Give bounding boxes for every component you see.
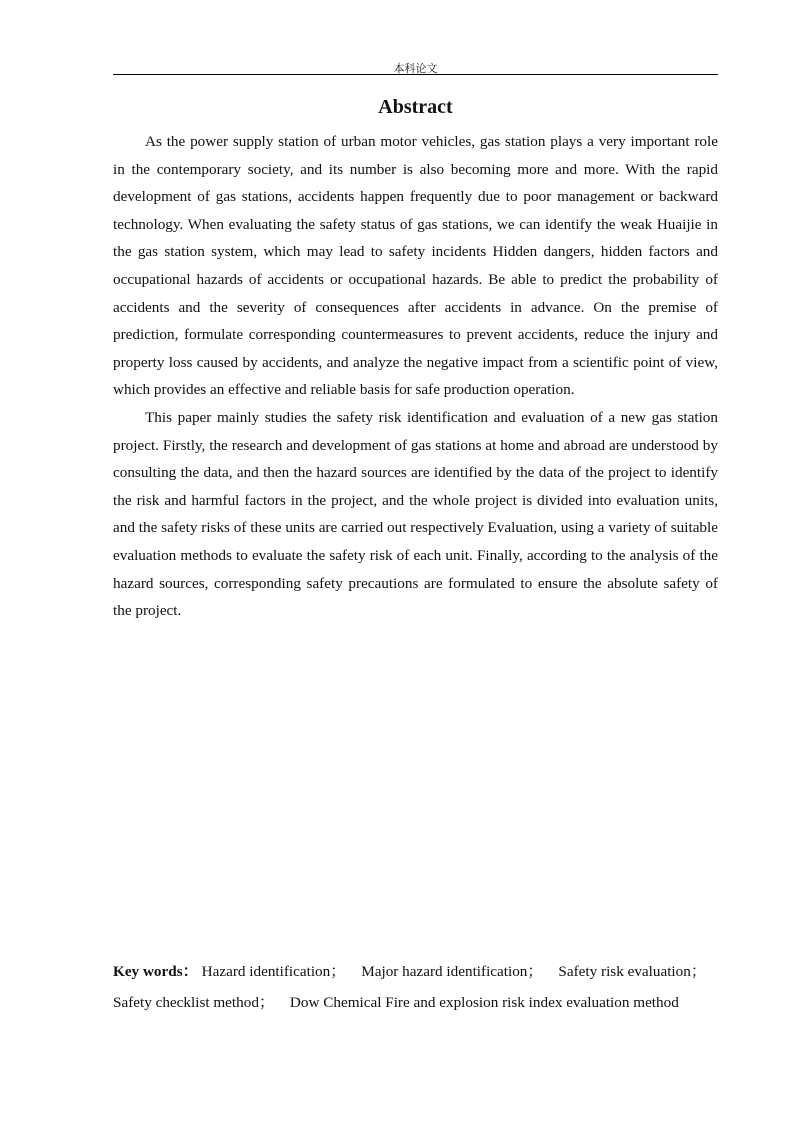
keyword-item: Safety checklist method	[113, 994, 259, 1011]
keyword-item: Major hazard identification	[361, 963, 528, 980]
header-rule	[113, 74, 718, 75]
abstract-title: Abstract	[378, 96, 453, 118]
keyword-separator: ；	[527, 963, 543, 980]
keyword-item: Safety risk evaluation	[558, 963, 691, 980]
keyword-item: Hazard identification	[201, 963, 331, 980]
keyword-separator: ；	[258, 994, 275, 1011]
keywords-label-colon: ：	[182, 963, 198, 980]
keywords-label: Key words	[113, 963, 183, 980]
abstract-body	[113, 128, 718, 625]
page-header: 本科论文	[393, 62, 438, 75]
keyword-item: Dow Chemical Fire and explosion risk index evaluation method	[289, 994, 679, 1011]
abstract-paragraph-2: This paper mainly studies the safety risk identification and evaluation of a new gas station project. Firstly, the research and development of gas stations at home and abroad are understood by consulting the data, and then the hazard sources are identified by the data of the project to identify the risk and harmful factors in the project, and the whole project is divided into evaluation units, and the safety risks of these units are carried out respectively Evaluation, using a variety of suitable evaluation methods to evaluate the safety risk of each unit. Finally, according to the analysis of the hazard sources, corresponding safety precautions are formulated to ensure the absolute safety of the project.	[113, 408, 718, 620]
keyword-separator: ；	[690, 963, 707, 980]
abstract-paragraph-1: As the power supply station of urban motor vehicles, gas station plays a very important role in the contemporary society, and its number is also becoming more and more. With the rapid development of gas stations, accidents happen frequently due to poor management or backward technology. When evaluating the safety status of gas stations, we can identify the weak Huaijie in the gas station system, which may lead to safety incidents Hidden dangers, hidden factors and occupational hazards of accidents or occupational hazards. Be able to predict the probability of accidents and the severity of consequences after accidents in advance. On the premise of prediction, formulate corresponding countermeasures to prevent accidents, reduce the injury and property loss caused by accidents, and analyze the negative impact from a scientific point of view, which provides an effective and reliable basis for safe production operation.	[113, 133, 718, 399]
keyword-separator: ；	[330, 963, 346, 980]
keywords-block	[113, 956, 718, 1018]
